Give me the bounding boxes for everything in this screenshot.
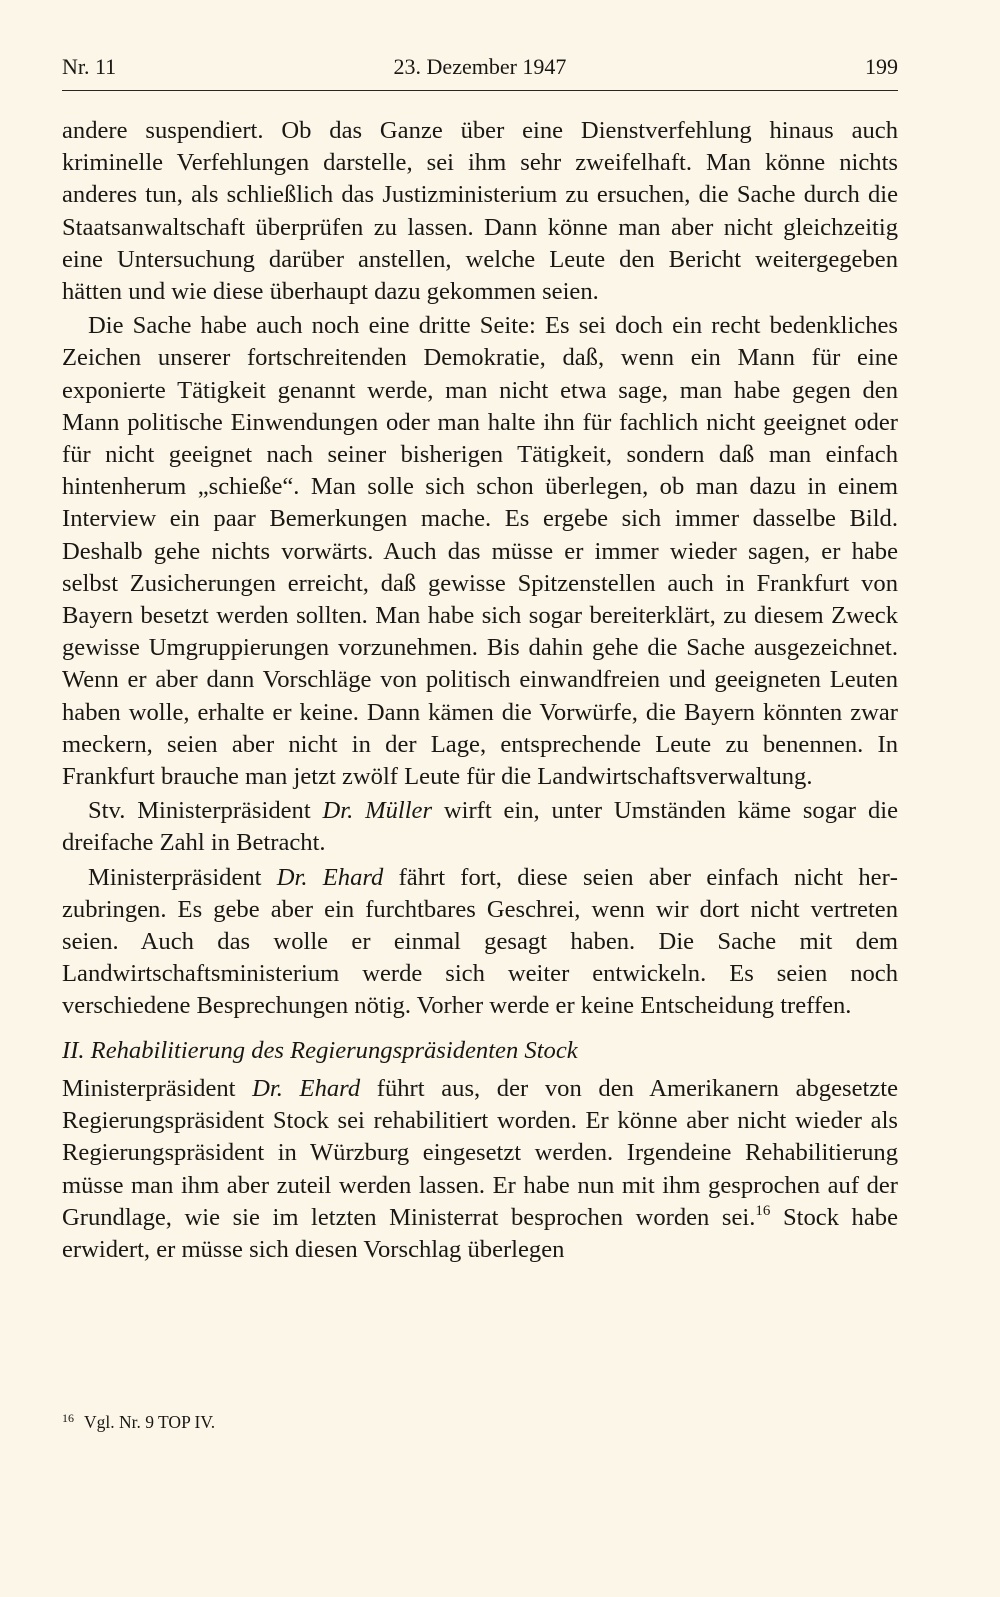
- paragraph-5-middle: führt aus, der von den Amerikanern abgesetzte Regierungspräsident Stock sei rehabilitiert worden. Er könne aber nicht wieder als Regierungspräsident in Würzburg eingesetzt werden. Irgendeine Rehabilitierung müsse man ihm aber zuteil werden lassen. Er habe nun mit ihm gesprochen auf der Grundlage, wie sie im letzten Ministerrat besprochen worden sei.: [62, 1074, 898, 1231]
- paragraph-4-rest: fährt fort, diese seien aber einfach nicht herzubringen. Es gebe aber ein furchtbares Geschrei, wenn wir dort nicht vertreten seien. Auch das wolle er einmal gesagt haben. Die Sache mit dem Landwirtschaftsministerium werde sich weiter entwickeln. Es seien noch verschiedene Besprechungen nötig. Vorher werde er keine Entscheidung treffen.: [62, 863, 898, 1020]
- paragraph-3-start: Stv. Ministerpräsident: [88, 797, 323, 825]
- footnote-reference[interactable]: 16: [755, 1202, 771, 1219]
- speaker-name: Dr. Ehard: [276, 863, 384, 891]
- paragraph-5-start: Ministerpräsident: [62, 1074, 253, 1102]
- footnote: [62, 1410, 898, 1434]
- header-rule: [62, 90, 898, 91]
- paragraph-4: [62, 862, 898, 1023]
- page-number: 199: [865, 54, 898, 79]
- document-number: Nr. 11: [62, 54, 117, 79]
- paragraph-3-rest: wirft ein, unter Umständen käme sogar die dreifache Zahl in Betracht.: [62, 797, 898, 857]
- speaker-name: Dr. Ehard: [252, 1074, 361, 1102]
- paragraph-5: [62, 1073, 898, 1266]
- running-header: [62, 54, 898, 86]
- header-date: 23. Dezember 1947: [393, 54, 567, 79]
- speaker-name: Dr. Müller: [322, 797, 433, 825]
- paragraph-3: [62, 795, 898, 859]
- paragraph-2: Die Sache habe auch noch eine dritte Seite: Es sei doch ein recht bedenkliches Zeichen unserer fortschreitenden Demokratie, daß, wenn ein Mann für eine exponierte Tätigkeit genannt werde, man nicht etwa sage, man habe gegen den Mann politische Einwendungen oder man halte ihn für fachlich nicht geeignet oder für nicht geeignet nach seiner bisherigen Tätigkeit, sondern daß man einfach hintenherum „schieße“. Man solle sich schon überlegen, ob man dazu in einem Interview ein paar Bemerkungen mache. Es ergebe sich immer dasselbe Bild. Deshalb gehe nichts vorwärts. Auch das müsse er immer wieder sagen, er habe selbst Zusicherungen erreicht, daß gewisse Spitzenstellen auch in Frankfurt von Bayern besetzt werden sollten. Man habe sich sogar bereiterklärt, zu diesem Zweck gewisse Umgruppierungen vorzunehmen. Bis dahin gehe die Sache ausgezeichnet. Wenn er aber dann Vorschläge von politisch einwandfreien und geeigneten Leuten haben wolle, erhalte er keine. Dann kämen die Vorwürfe, die Bayern könnten zwar meckern, seien aber nicht in der Lage, entsprechende Leute zu benennen. In Frankfurt brauche man jetzt zwölf Leute für die Landwirtschaftsverwaltung.: [62, 312, 898, 791]
- paragraph-1: andere suspendiert. Ob das Ganze über eine Dienstverfehlung hinaus auch kriminelle Verfehlungen darstelle, sei ihm sehr zweifelhaft. Man könne nichts anderes tun, als schließlich das Justizministerium zu ersuchen, die Sache durch die Staatsanwaltschaft überprüfen zu lassen. Dann könne man aber nicht gleichzeitig eine Untersuchung darüber anstellen, welche Leute den Bericht weitergegeben hätten und wie diese überhaupt dazu gekommen seien.: [62, 117, 898, 306]
- paragraph-5-end: Stock habe erwidert, er müsse sich diesen Vorschlag überlegen: [62, 1203, 898, 1263]
- footnote-text: Vgl. Nr. 9 TOP IV.: [84, 1412, 216, 1432]
- paragraph-4-start: Ministerpräsident: [88, 863, 277, 891]
- body-text: [62, 115, 898, 1268]
- section-heading: II. Rehabilitierung des Regierungspräsidenten Stock: [62, 1036, 578, 1064]
- footnote-number: 16: [62, 1411, 74, 1425]
